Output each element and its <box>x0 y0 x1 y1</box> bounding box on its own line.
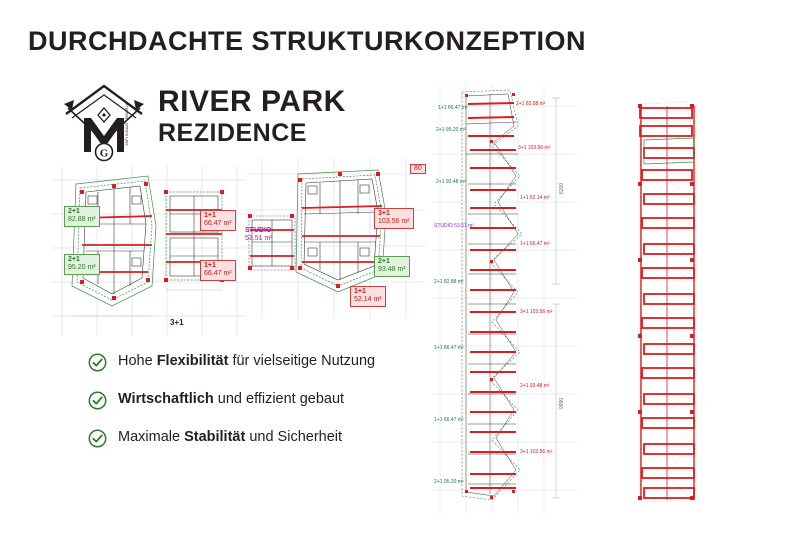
svg-text:YAPI INSAAT MIMARLIK: YAPI INSAAT MIMARLIK <box>124 101 129 146</box>
section-unit-label: STUDIO 53.51 m² <box>434 223 475 229</box>
list-item <box>88 390 418 410</box>
unit-type: 1+1 <box>204 262 216 269</box>
unit-area: 95.20 m² <box>68 264 96 272</box>
grundriss-links <box>52 166 252 336</box>
check-circle-icon <box>88 391 107 410</box>
unit-tag <box>200 260 236 281</box>
page-title: DURCHDACHTE STRUKTURKONZEPTION <box>28 26 586 56</box>
unit-area: 82.88 m² <box>68 216 96 224</box>
bullet-pre: Hohe <box>118 353 157 369</box>
bullet-post: für vielseitige Nutzung <box>228 353 376 369</box>
section-unit-label: 2+1 95.20 m² <box>436 127 466 133</box>
unit-area: 66.47 m² <box>204 220 232 228</box>
section-unit-label: 2+1 93.48 m² <box>520 383 550 389</box>
list-item <box>88 428 418 448</box>
unit-type: STUDIO <box>245 227 272 234</box>
section-unit-label: 3+1 103.56 m² <box>520 449 553 455</box>
unit-area: 66.47 m² <box>204 270 232 278</box>
unit-type: 2+1 <box>68 256 80 263</box>
tragwerksplan-rot <box>614 96 724 508</box>
unit-tag <box>242 226 276 245</box>
section-unit-label: 2+1 95.20 m² <box>434 479 464 485</box>
unit-tag <box>200 210 236 231</box>
brand-line-2: REZIDENCE <box>158 118 307 147</box>
section-unit-label: 2+1 93.48 m² <box>436 179 466 185</box>
list-item-text <box>118 390 344 410</box>
bullet-bold: Wirtschaftlich <box>118 391 214 407</box>
unit-tag <box>374 256 410 277</box>
brand-logo <box>58 78 358 170</box>
unit-area: 52.14 m² <box>354 296 382 304</box>
feature-list <box>88 352 418 466</box>
section-unit-label: 1+1 66.47 m² <box>438 105 468 111</box>
section-unit-label: 1+1 66.47 m² <box>520 241 550 247</box>
check-circle-icon <box>88 429 107 448</box>
unit-type: 2+1 <box>68 208 80 215</box>
bullet-post: und Sicherheit <box>245 429 343 445</box>
bullet-post: und effizient gebaut <box>213 391 345 407</box>
unit-area: 93.48 m² <box>378 266 406 274</box>
bullet-pre: Maximale <box>118 429 185 445</box>
grundriss-mitte <box>246 158 426 318</box>
section-unit-label: 2+1 82.88 m² <box>516 101 546 107</box>
section-unit-label: 1+1 52.14 m² <box>520 195 550 201</box>
brand-wordmark <box>158 86 346 147</box>
list-item-text <box>118 428 342 448</box>
bullet-bold: Flexibilität <box>156 353 229 369</box>
unit-area: 53.51 m² <box>245 235 273 243</box>
list-item-text <box>118 352 375 372</box>
list-item <box>88 352 418 372</box>
unit-tag <box>64 206 100 227</box>
unit-extra-label: 3+1 <box>170 318 184 327</box>
unit-type: 3+1 <box>378 210 390 217</box>
gebaeudeschnitt-gesamtansicht <box>432 84 578 514</box>
svg-text:6200: 6200 <box>559 182 565 194</box>
unit-tag <box>64 254 100 275</box>
section-unit-label: 2+1 82.88 m² <box>434 279 464 285</box>
mason-logo-icon <box>58 78 150 168</box>
unit-area: 103.56 m² <box>378 218 410 226</box>
corner-tag: 80 <box>410 164 426 174</box>
svg-text:G: G <box>99 147 109 160</box>
section-unit-label: 3+1 103.56 m² <box>520 309 553 315</box>
unit-tag <box>350 286 386 307</box>
unit-type: 1+1 <box>354 288 366 295</box>
unit-type: 1+1 <box>204 212 216 219</box>
section-unit-label: 1+1 66.47 m² <box>434 417 464 423</box>
svg-text:9990: 9990 <box>559 397 565 409</box>
unit-type: 2+1 <box>378 258 390 265</box>
unit-tag <box>374 208 414 229</box>
section-unit-label: 3+1 103.56 m² <box>518 145 551 151</box>
section-unit-label: 1+1 66.47 m² <box>434 345 464 351</box>
bullet-bold: Stabilität <box>184 429 246 445</box>
brand-line-1: RIVER PARK <box>158 85 346 118</box>
check-circle-icon <box>88 353 107 372</box>
